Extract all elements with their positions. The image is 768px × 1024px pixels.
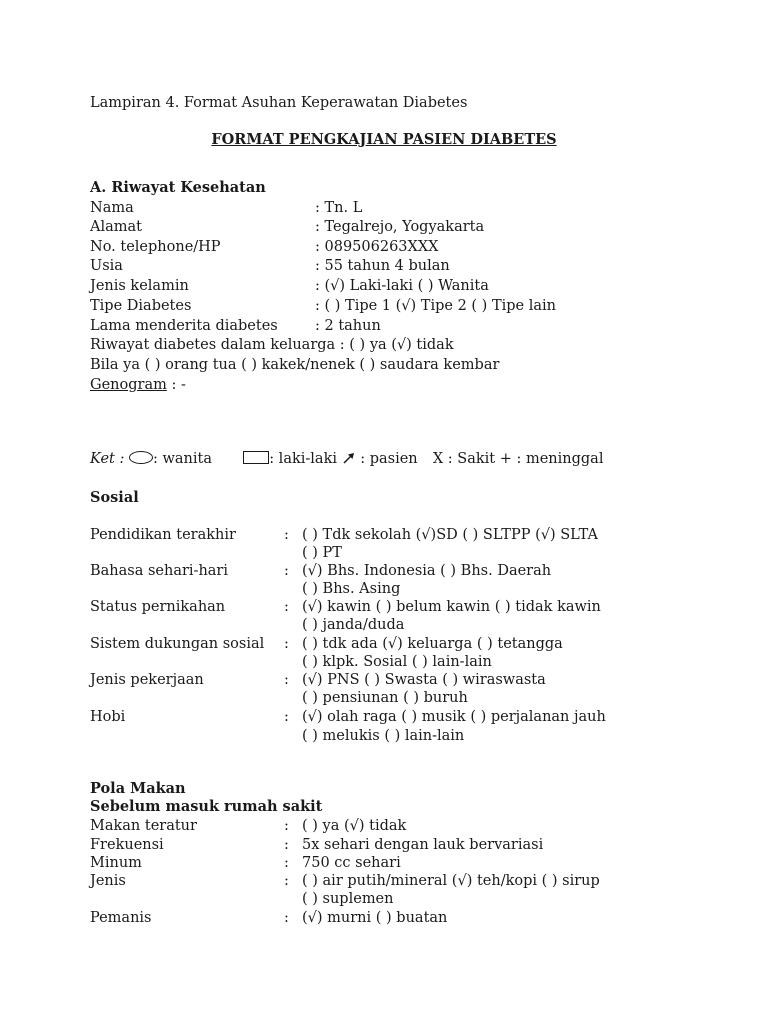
genogram-legend xyxy=(90,450,603,468)
field-label-lama-menderita: Lama menderita diabetes xyxy=(90,318,278,334)
sosial-colon: : xyxy=(284,636,289,652)
sosial-label-bahasa: Bahasa sehari-hari xyxy=(90,563,229,579)
sosial-label-pendidikan: Pendidikan terakhir xyxy=(90,527,236,543)
pola-colon: : xyxy=(284,910,289,926)
sosial-value-bahasa-cont: ( ) Bhs. Asing xyxy=(302,581,401,597)
pola-colon: : xyxy=(284,818,289,834)
field-value-tipe-diabetes: : ( ) Tipe 1 (√) Tipe 2 ( ) Tipe lain xyxy=(315,298,556,314)
appendix-caption: Lampiran 4. Format Asuhan Keperawatan Diabetes xyxy=(90,95,468,111)
sosial-label-pernikahan: Status pernikahan xyxy=(90,599,226,615)
field-label-nama: Nama xyxy=(90,200,134,216)
section-heading-sosial: Sosial xyxy=(90,489,139,506)
pola-label-minum: Minum xyxy=(90,855,142,871)
sosial-colon: : xyxy=(284,709,289,725)
legend-ket: Ket : xyxy=(90,451,125,467)
sosial-value-hobi-cont: ( ) melukis ( ) lain-lain xyxy=(302,728,465,744)
field-label-telephone: No. telephone/HP xyxy=(90,239,221,255)
sosial-label-pekerjaan: Jenis pekerjaan xyxy=(90,672,204,688)
genogram-value: : - xyxy=(166,377,186,393)
field-value-lama-menderita: : 2 tahun xyxy=(315,318,381,334)
field-label-tipe-diabetes: Tipe Diabetes xyxy=(90,298,192,314)
document-title: FORMAT PENGKAJIAN PASIEN DIABETES xyxy=(211,131,557,148)
pola-value-makan-teratur: ( ) ya (√) tidak xyxy=(302,818,407,834)
sosial-colon: : xyxy=(284,563,289,579)
sosial-value-hobi: (√) olah raga ( ) musik ( ) perjalanan jauh xyxy=(302,709,606,725)
sosial-label-hobi: Hobi xyxy=(90,709,126,725)
pola-colon: : xyxy=(284,855,289,871)
subheading-sebelum-rs: Sebelum masuk rumah sakit xyxy=(90,798,323,815)
family-history-line: Riwayat diabetes dalam keluarga : ( ) ya (√) tidak xyxy=(90,337,454,353)
sosial-value-bahasa: (√) Bhs. Indonesia ( ) Bhs. Daerah xyxy=(302,563,552,579)
pola-colon: : xyxy=(284,873,289,889)
female-symbol-icon xyxy=(129,451,153,464)
sosial-colon: : xyxy=(284,672,289,688)
field-label-alamat: Alamat xyxy=(90,219,142,235)
field-value-alamat: : Tegalrejo, Yogyakarta xyxy=(315,219,485,235)
sosial-value-pekerjaan: (√) PNS ( ) Swasta ( ) wiraswasta xyxy=(302,672,546,688)
field-label-usia: Usia xyxy=(90,258,123,274)
sosial-value-dukungan: ( ) tdk ada (√) keluarga ( ) tetangga xyxy=(302,636,563,652)
section-heading-riwayat: A. Riwayat Kesehatan xyxy=(90,179,266,196)
pola-label-pemanis: Pemanis xyxy=(90,910,152,926)
legend-sakit: X : Sakit + : meninggal xyxy=(432,451,604,467)
sosial-colon: : xyxy=(284,527,289,543)
pola-label-jenis: Jenis xyxy=(90,873,126,889)
pola-value-pemanis: (√) murni ( ) buatan xyxy=(302,910,448,926)
legend-laki: : laki-laki xyxy=(269,451,337,467)
pola-value-frekuensi: 5x sehari dengan lauk bervariasi xyxy=(302,837,544,853)
field-value-nama: : Tn. L xyxy=(315,200,363,216)
field-value-telephone: : 089506263XXX xyxy=(315,239,439,255)
sosial-value-pekerjaan-cont: ( ) pensiunan ( ) buruh xyxy=(302,690,468,706)
pola-value-minum: 750 cc sehari xyxy=(302,855,401,871)
sosial-value-pernikahan: (√) kawin ( ) belum kawin ( ) tidak kawin xyxy=(302,599,601,615)
genogram-line xyxy=(90,376,186,394)
family-relation-line: Bila ya ( ) orang tua ( ) kakek/nenek ( ) saudara kembar xyxy=(90,357,500,373)
field-value-jenis-kelamin: : (√) Laki-laki ( ) Wanita xyxy=(315,278,489,294)
field-label-jenis-kelamin: Jenis kelamin xyxy=(90,278,189,294)
sosial-value-pernikahan-cont: ( ) janda/duda xyxy=(302,617,405,633)
sosial-value-dukungan-cont: ( ) klpk. Sosial ( ) lain-lain xyxy=(302,654,492,670)
pola-colon: : xyxy=(284,837,289,853)
sosial-colon: : xyxy=(284,599,289,615)
legend-wanita: : wanita xyxy=(152,451,212,467)
field-value-usia: : 55 tahun 4 bulan xyxy=(315,258,450,274)
patient-arrow-icon xyxy=(342,451,356,465)
section-heading-pola-makan: Pola Makan xyxy=(90,780,186,797)
pola-label-frekuensi: Frekuensi xyxy=(90,837,164,853)
pola-value-jenis: ( ) air putih/mineral (√) teh/kopi ( ) sirup xyxy=(302,873,600,889)
genogram-label: Genogram xyxy=(90,377,167,393)
sosial-value-pendidikan-cont: ( ) PT xyxy=(302,545,342,561)
legend-pasien: : pasien xyxy=(360,451,418,467)
sosial-value-pendidikan: ( ) Tdk sekolah (√)SD ( ) SLTPP (√) SLTA xyxy=(302,527,598,543)
sosial-label-dukungan: Sistem dukungan sosial xyxy=(90,636,265,652)
male-symbol-icon xyxy=(243,451,269,464)
pola-label-makan-teratur: Makan teratur xyxy=(90,818,197,834)
pola-value-jenis-cont: ( ) suplemen xyxy=(302,891,394,907)
